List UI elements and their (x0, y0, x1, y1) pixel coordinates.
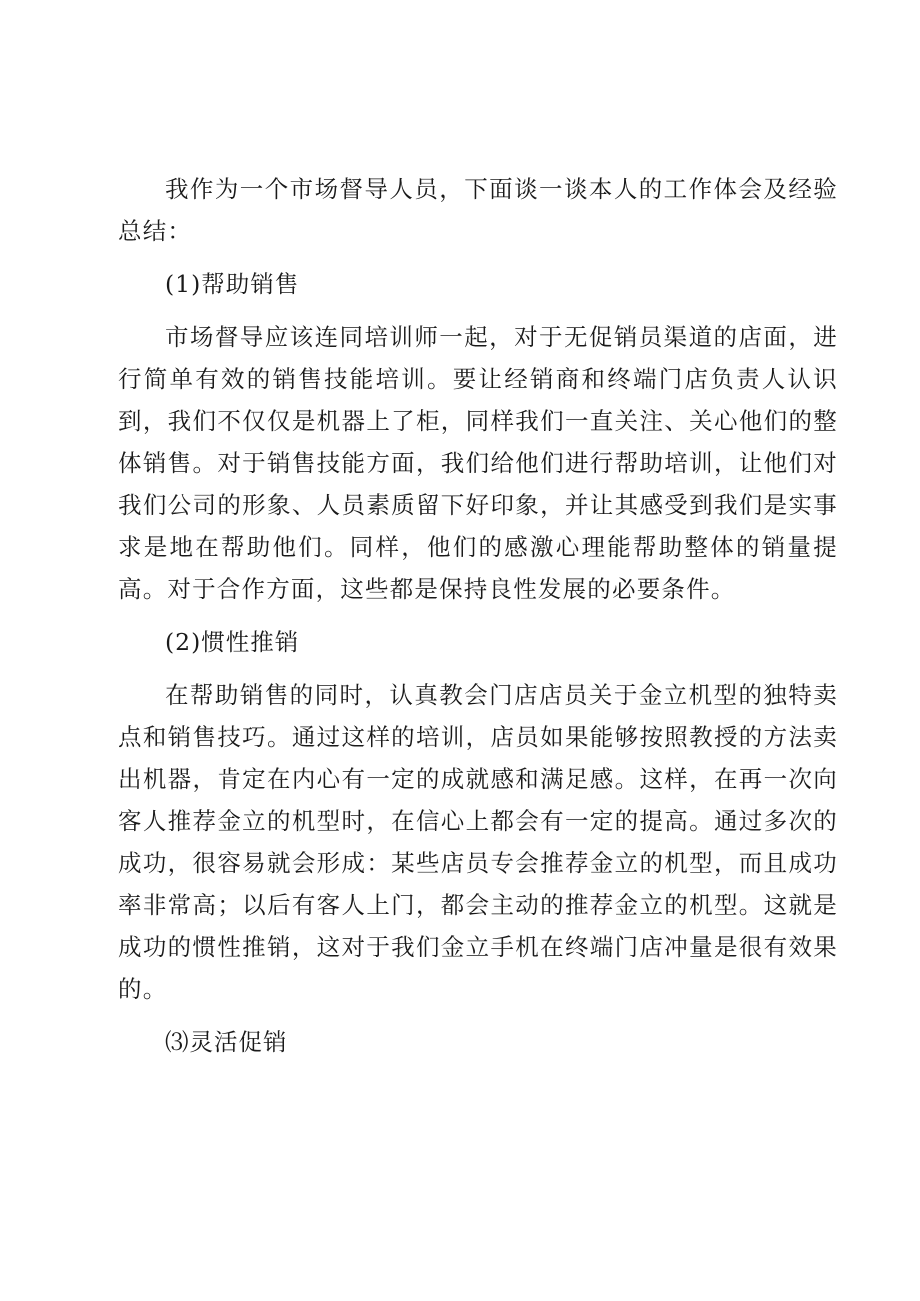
section-heading-2: (2)惯性推销 (165, 628, 300, 656)
section-heading-3: ⑶灵活促销 (165, 1028, 288, 1056)
section-body-1: 市场督导应该连同培训师一起，对于无促销员渠道的店面，进行简单有效的销售技能培训。要让经销商和终端门店负责人认识到，我们不仅仅是机器上了柜，同样我们一直关注、关心他们的整体销售。对于销售技能方面，我们给他们进行帮助培训，让他们对我们公司的形象、人员素质留下好印象，并让其感受到我们是实事求是地在帮助他们。同样，他们的感激心理能帮助整体的销量提高。对于合作方面，这些都是保持良性发展的必要条件。 (118, 323, 838, 603)
intro-paragraph: 我作为一个市场督导人员，下面谈一谈本人的工作体会及经验总结： (118, 175, 838, 245)
section-heading-1: (1)帮助销售 (165, 270, 300, 298)
document-page (118, 168, 838, 1074)
section-body-2: 在帮助销售的同时，认真教会门店店员关于金立机型的独特卖点和销售技巧。通过这样的培训，店员如果能够按照教授的方法卖出机器，肯定在内心有一定的成就感和满足感。这样，在再一次向客人推荐金立的机型时，在信心上都会有一定的提高。通过多次的成功，很容易就会形成：某些店员专会推荐金立的机型，而且成功率非常高；以后有客人上门，都会主动的推荐金立的机型。这就是成功的惯性推销，这对于我们金立手机在终端门店冲量是很有效果的。 (118, 681, 838, 1003)
